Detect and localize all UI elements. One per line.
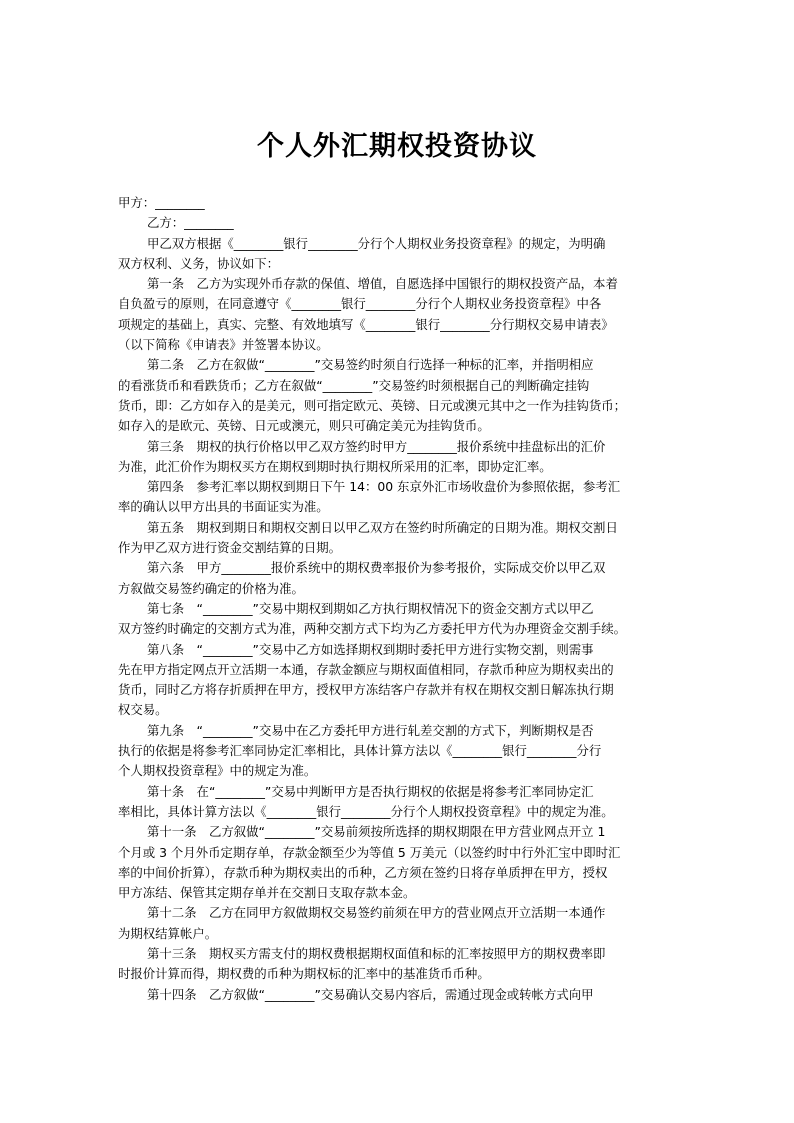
text-line: 时报价计算而得，期权费的币种为期权标的汇率中的基准货币币种。	[118, 966, 490, 982]
text-line: 第八条 “________”交易中乙方如选择期权到期时委托甲方进行实物交割，则需事	[147, 641, 594, 657]
text-line: 甲方冻结、保管其定期存单并在交割日支取存款本金。	[118, 885, 416, 901]
text-line: 第二条 乙方在叙做“________”交易签约时须自行选择一种标的汇率，并指明相应	[147, 357, 594, 373]
text-line: 第七条 “________”交易中期权到期如乙方执行期权情况下的资金交割方式以甲乙	[147, 600, 594, 616]
text-line: 自负盈亏的原则，在同意遵守《________银行________分行个人期权业务投资章程》中各	[118, 296, 602, 312]
text-line: 率相比，具体计算方法以《________银行________分行个人期权投资章程》中的规定为准。	[118, 803, 614, 819]
text-line: 第十二条 乙方在同甲方叙做期权交易签约前须在甲方的营业网点开立活期一本通作	[147, 905, 606, 921]
text-line: 作为甲乙双方进行资金交割结算的日期。	[118, 540, 342, 556]
text-line: 第六条 甲方________报价系统中的期权费率报价为参考报价，实际成交价以甲乙双	[147, 560, 606, 576]
text-line: 货币，即：乙方如存入的是美元，则可指定欧元、英镑、日元或澳元其中之一作为挂钩货币；	[118, 397, 627, 413]
text-line: 的看涨货币和看跌货币；乙方在叙做“________”交易签约时须根据自己的判断确定挂钩	[118, 377, 590, 393]
text-line: 如存入的是欧元、英镑、日元或澳元，则只可确定美元为挂钩货币。	[118, 418, 490, 434]
text-line: 率的中间价折算），存款币种为期权卖出的币种，乙方须在签约日将存单质押在甲方，授权	[118, 864, 608, 880]
text-line: 第十一条 乙方叙做“________”交易前须按所选择的期权期限在甲方营业网点开立 1	[147, 824, 606, 840]
text-line: 率的确认以甲方出具的书面证实为准。	[118, 499, 329, 515]
text-line: 第五条 期权到期日和期权交割日以甲乙双方在签约时所确定的日期为准。期权交割日	[147, 519, 618, 535]
document-body	[118, 193, 686, 1005]
text-line: 货币，同时乙方将存折质押在甲方，授权甲方冻结客户存款并有权在期权交割日解冻执行期	[118, 682, 614, 698]
text-line: 甲乙双方根据《________银行________分行个人期权业务投资章程》的规定，为明确	[147, 235, 606, 251]
text-line: 第十三条 期权买方需支付的期权费根据期权面值和标的汇率按照甲方的期权费率即	[147, 945, 606, 961]
text-line: 双方权利、义务，协议如下：	[118, 255, 280, 271]
text-line: 第九条 “________”交易中在乙方委托甲方进行轧差交割的方式下，判断期权是否	[147, 722, 594, 738]
text-line: 乙方：________	[147, 215, 234, 231]
text-line: （以下简称《申请表》并签署本协议。	[118, 337, 329, 353]
text-line: 项规定的基础上，真实、完整、有效地填写《________银行________分行期权交易申请表》	[118, 316, 614, 332]
text-line: 第十四条 乙方叙做“________”交易确认交易内容后，需通过现金或转帐方式向甲	[147, 986, 594, 1002]
text-line: 权交易。	[118, 702, 168, 718]
text-line: 个月或 3 个月外币定期存单，存款金额至少为等值 5 万美元（以签约时中行外汇宝中即时汇	[118, 844, 621, 860]
text-line: 双方签约时确定的交割方式为准，两种交割方式下均为乙方委托甲方代为办理资金交割手续。	[118, 621, 627, 637]
text-line: 第十条 在“________”交易中判断甲方是否执行期权的依据是将参考汇率同协定汇	[147, 783, 594, 799]
text-line: 甲方：________	[118, 195, 205, 210]
text-line: 第一条 乙方为实现外币存款的保值、增值，自愿选择中国银行的期权投资产品，本着	[147, 276, 618, 292]
text-line: 第三条 期权的执行价格以甲乙双方签约时甲方________报价系统中挂盘标出的汇价	[147, 438, 606, 454]
text-line: 执行的依据是将参考汇率同协定汇率相比，具体计算方法以《________银行________分行	[118, 743, 602, 759]
text-line: 先在甲方指定网点开立活期一本通，存款金额应与期权面值相同，存款币种应为期权卖出的	[118, 661, 614, 677]
text-line: 第四条 参考汇率以期权到期日下午 14：00 东京外汇市场收盘价为参照依据，参考汇	[147, 479, 621, 495]
text-line: 为期权结算帐户。	[118, 925, 218, 941]
document-title: 个人外汇期权投资协议	[257, 131, 537, 162]
text-line: 方叙做交易签约确定的价格为准。	[118, 580, 304, 596]
text-line: 个人期权投资章程》中的规定为准。	[118, 763, 317, 779]
text-line: 为准，此汇价作为期权买方在期权到期时执行期权所采用的汇率，即协定汇率。	[118, 458, 552, 474]
